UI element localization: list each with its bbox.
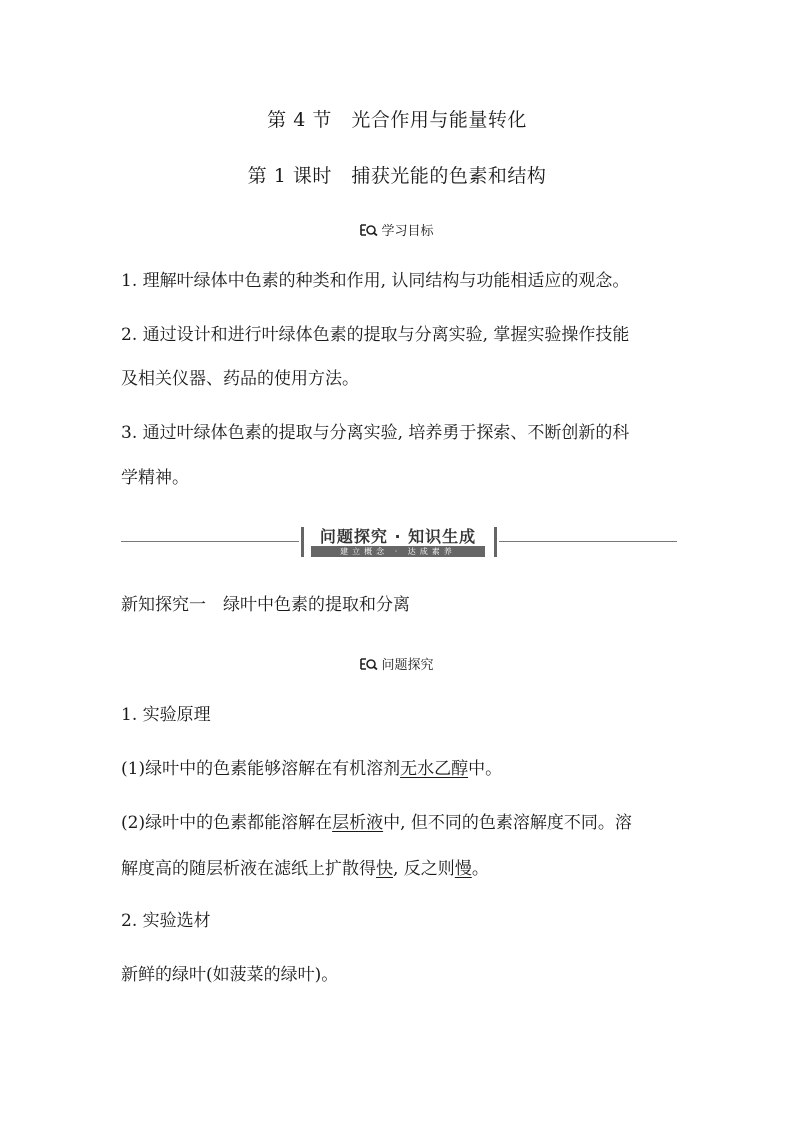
inquiry-heading-label: 问题探究 (381, 658, 434, 673)
objective-1: 1. 理解叶绿体中色素的种类和作用, 认同结构与功能相适应的观念。 (121, 271, 630, 291)
material-title: 2. 实验选材 (121, 911, 211, 931)
magnifier-icon (360, 658, 378, 674)
inquiry-heading (0, 654, 794, 674)
material-text: 新鲜的绿叶(如菠菜的绿叶)。 (121, 965, 339, 985)
principle-title: 1. 实验原理 (121, 705, 211, 725)
banner-box (305, 524, 491, 560)
principle-item-1: (1)绿叶中的色素能够溶解在有机溶剂无水乙醇中。 (121, 759, 503, 779)
banner-bar-right (494, 527, 497, 557)
banner-subtitle: 建立概念 · 达成素养 (311, 546, 485, 557)
lesson-title: 第 1 课时 捕获光能的色素和结构 (247, 165, 547, 187)
magnifier-icon (360, 224, 378, 240)
section-title: 第 4 节 光合作用与能量转化 (267, 109, 527, 131)
objective-2-line1: 2. 通过设计和进行叶绿体色素的提取与分离实验, 掌握实验操作技能 (121, 325, 630, 345)
principle-item-2-line1: (2)绿叶中的色素都能溶解在层析液中, 但不同的色素溶解度不同。溶 (121, 813, 632, 833)
objective-2-line2: 及相关仪器、药品的使用方法。 (121, 369, 359, 389)
answer-blank: 慢 (454, 859, 472, 879)
banner-title: 问题探究 · 知识生成 (319, 527, 477, 546)
banner-bar-left (301, 527, 304, 557)
banner-rule-left (121, 541, 299, 542)
banner-rule-right (499, 541, 677, 542)
answer-blank: 无水乙醇 (400, 759, 469, 779)
objectives-heading-label: 学习目标 (381, 224, 434, 239)
objectives-heading (0, 220, 794, 240)
section1-title: 新知探究一 绿叶中色素的提取和分离 (121, 595, 410, 615)
answer-blank: 层析液 (332, 813, 384, 833)
principle-item-2-line2: 解度高的随层析液在滤纸上扩散得快, 反之则慢。 (121, 859, 489, 879)
section-banner (121, 524, 677, 560)
answer-blank: 快 (376, 859, 393, 879)
objective-3-line1: 3. 通过叶绿体色素的提取与分离实验, 培养勇于探索、不断创新的科 (121, 423, 630, 443)
objective-3-line2: 学精神。 (121, 468, 189, 488)
